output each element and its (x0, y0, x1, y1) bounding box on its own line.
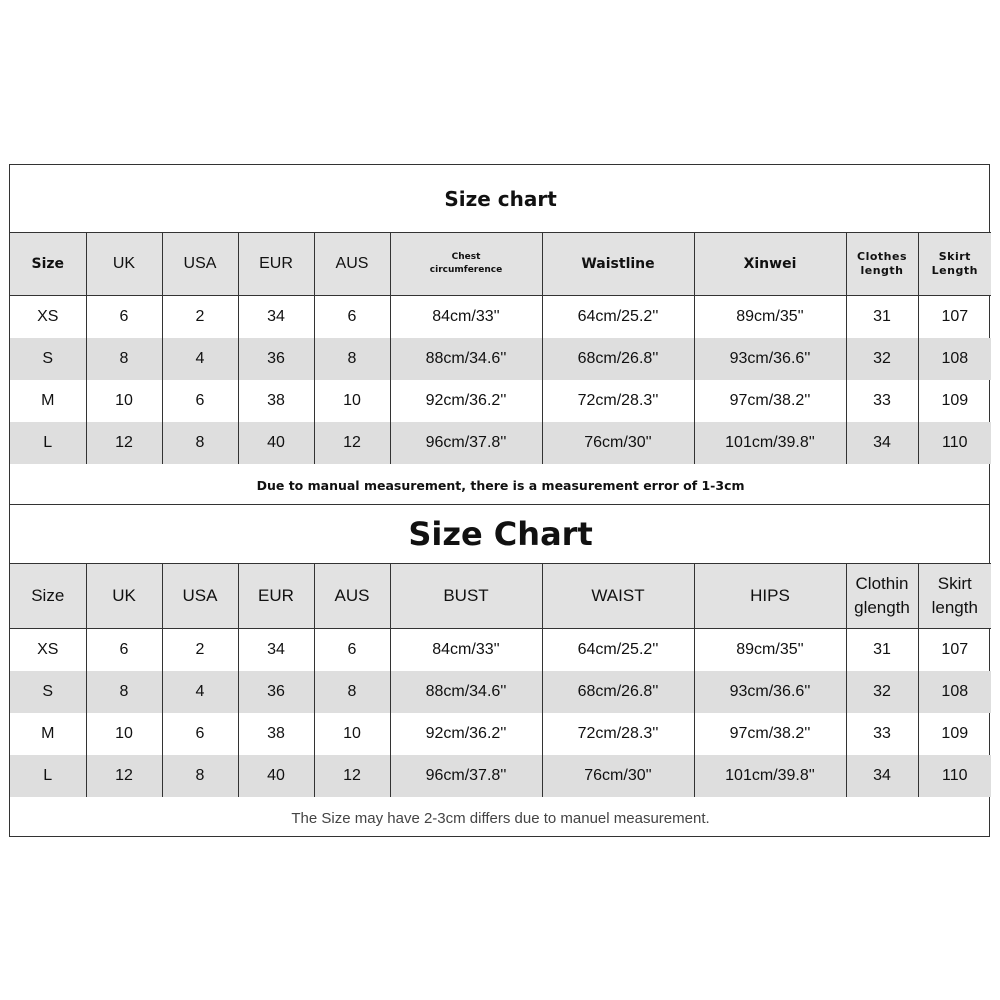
header-clothing-line1: Clothin (855, 574, 909, 593)
table-cell: 10 (314, 713, 390, 755)
header-uk: UK (86, 564, 162, 629)
header-clothing-length (846, 564, 918, 629)
table-cell: 101cm/39.8'' (694, 755, 846, 797)
header-size: Size (10, 233, 86, 296)
table-cell: 8 (86, 338, 162, 380)
header-size: Size (10, 564, 86, 629)
header-clothes-line1: Clothes (857, 250, 907, 263)
table-cell: L (10, 422, 86, 464)
table-cell: 2 (162, 296, 238, 339)
header-skirt-line1: Skirt (937, 574, 972, 593)
header-uk: UK (86, 233, 162, 296)
table-cell: 6 (314, 296, 390, 339)
table-cell: 12 (314, 422, 390, 464)
table-row (10, 338, 991, 380)
table-cell: 34 (238, 296, 314, 339)
chart-title: Size Chart (10, 505, 991, 564)
table-cell: XS (10, 296, 86, 339)
table-cell: 6 (86, 629, 162, 672)
header-skirt-line1: Skirt (938, 250, 971, 263)
table-cell: 88cm/34.6'' (390, 338, 542, 380)
table-cell: 84cm/33'' (390, 296, 542, 339)
measurement-note: Due to manual measurement, there is a measurement error of 1-3cm (256, 477, 745, 493)
header-eur: EUR (238, 564, 314, 629)
table-row (10, 755, 991, 797)
table-cell: 76cm/30'' (542, 755, 694, 797)
table-cell: 107 (941, 641, 969, 658)
table-cell: 101cm/39.8'' (694, 422, 846, 464)
table-cell: 6 (162, 713, 238, 755)
table-cell: 6 (314, 629, 390, 672)
table-cell: 34 (846, 755, 918, 797)
table-row (10, 713, 991, 755)
header-skirt-length (918, 564, 991, 629)
table-cell: 12 (314, 755, 390, 797)
table-cell: 10 (314, 380, 390, 422)
table-cell: 89cm/35'' (694, 629, 846, 672)
header-chest (390, 233, 542, 296)
table-cell: 92cm/36.2'' (390, 713, 542, 755)
table-cell: 93cm/36.6'' (694, 338, 846, 380)
table-cell: 107 (941, 308, 969, 325)
table-cell: 38 (238, 713, 314, 755)
table-cell: S (10, 338, 86, 380)
table-cell: 8 (86, 671, 162, 713)
table-cell: 34 (846, 422, 918, 464)
table-cell: 109 (941, 392, 969, 409)
table-cell: 97cm/38.2'' (694, 380, 846, 422)
table-cell: 93cm/36.6'' (694, 671, 846, 713)
header-usa: USA (162, 233, 238, 296)
table-cell: 38 (238, 380, 314, 422)
table-cell: 97cm/38.2'' (694, 713, 846, 755)
table-cell: 12 (86, 422, 162, 464)
table-cell: 10 (86, 380, 162, 422)
table-cell: 64cm/25.2'' (542, 629, 694, 672)
header-skirt-line2: length (931, 598, 978, 617)
table-row (10, 629, 991, 672)
header-clothes-line2: length (860, 264, 904, 277)
table-cell: 32 (846, 671, 918, 713)
table-cell: 8 (314, 338, 390, 380)
header-aus: AUS (314, 564, 390, 629)
table-cell: 96cm/37.8'' (390, 755, 542, 797)
table-cell: XS (10, 629, 86, 672)
table-cell: 84cm/33'' (390, 629, 542, 672)
header-xinwei: Xinwei (694, 233, 846, 296)
table-cell: 6 (162, 380, 238, 422)
header-eur: EUR (238, 233, 314, 296)
table-cell: M (10, 380, 86, 422)
header-hips: HIPS (694, 564, 846, 629)
table-cell: 89cm/35'' (694, 296, 846, 339)
header-skirt-line2: Length (931, 264, 978, 277)
table-cell: 34 (238, 629, 314, 672)
table-cell: 72cm/28.3'' (542, 713, 694, 755)
table-cell: 64cm/25.2'' (542, 296, 694, 339)
table-cell: 109 (941, 725, 969, 742)
table-cell: M (10, 713, 86, 755)
table-cell: 76cm/30'' (542, 422, 694, 464)
chart-title: Size chart (10, 165, 991, 233)
table-cell: 31 (846, 296, 918, 339)
header-usa: USA (162, 564, 238, 629)
table-cell: 8 (162, 755, 238, 797)
table-cell: 32 (846, 338, 918, 380)
table-cell: 108 (918, 671, 991, 713)
table-cell: 72cm/28.3'' (542, 380, 694, 422)
size-table-1 (10, 165, 991, 506)
table-cell: 108 (918, 338, 991, 380)
header-chest-line2: circumference (429, 265, 503, 275)
table-cell: 4 (162, 671, 238, 713)
table-cell: 68cm/26.8'' (542, 338, 694, 380)
table-row (10, 380, 991, 422)
table-cell: S (10, 671, 86, 713)
measurement-note: The Size may have 2-3cm differs due to manuel measurement. (291, 809, 710, 827)
table-row (10, 422, 991, 464)
table-cell: 8 (162, 422, 238, 464)
table-cell: 96cm/37.8'' (390, 422, 542, 464)
table-cell: 6 (86, 296, 162, 339)
table-cell: 36 (238, 338, 314, 380)
table-cell: 92cm/36.2'' (390, 380, 542, 422)
size-chart-1 (9, 164, 990, 505)
table-row (10, 296, 991, 339)
table-cell: 10 (86, 713, 162, 755)
table-cell: 33 (846, 713, 918, 755)
table-cell: 110 (918, 422, 991, 464)
table-cell: 31 (846, 629, 918, 672)
table-cell: 68cm/26.8'' (542, 671, 694, 713)
size-chart-2 (9, 504, 990, 837)
header-clothing-line2: glength (854, 598, 910, 617)
header-bust: BUST (390, 564, 542, 629)
table-cell: 33 (846, 380, 918, 422)
header-aus: AUS (314, 233, 390, 296)
table-cell: 12 (86, 755, 162, 797)
header-chest-line1: Chest (451, 252, 481, 262)
table-cell: 2 (162, 629, 238, 672)
table-cell: 110 (918, 755, 991, 797)
table-cell: 88cm/34.6'' (390, 671, 542, 713)
table-cell: 40 (238, 755, 314, 797)
header-waistline: Waistline (542, 233, 694, 296)
header-skirt-length (918, 233, 991, 296)
table-cell: 4 (162, 338, 238, 380)
table-cell: 8 (314, 671, 390, 713)
header-waist: WAIST (542, 564, 694, 629)
size-table-2 (10, 505, 991, 839)
table-cell: 36 (238, 671, 314, 713)
table-row (10, 671, 991, 713)
header-clothes-length (846, 233, 918, 296)
table-cell: L (10, 755, 86, 797)
table-cell: 40 (238, 422, 314, 464)
